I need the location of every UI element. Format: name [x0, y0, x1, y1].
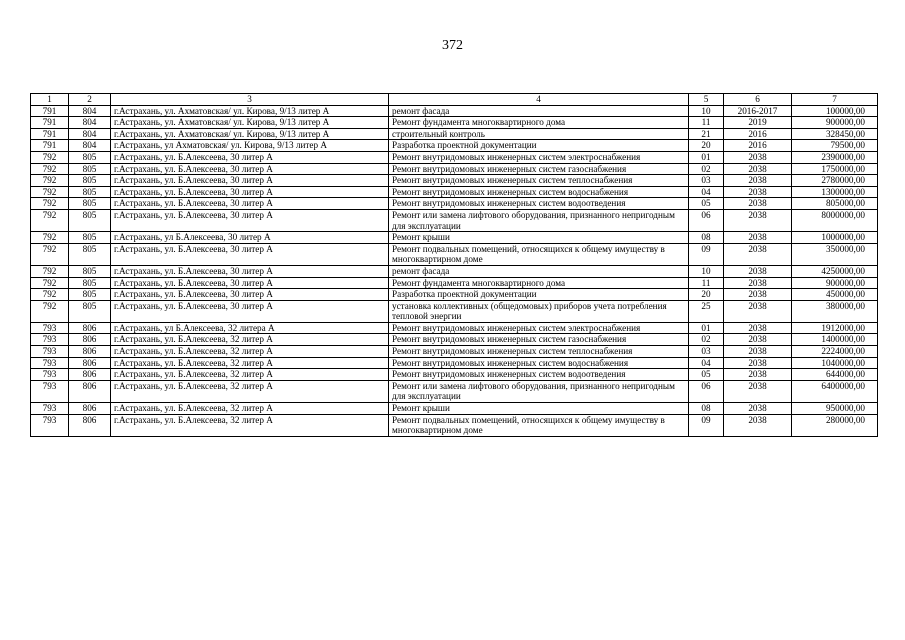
cell-address: г.Астрахань, ул. Б.Алексеева, 30 литер А — [111, 277, 389, 289]
cell-address: г.Астрахань, ул. Ахматовская/ ул. Кирова, 9/13 литер А — [111, 128, 389, 140]
cell-work-type: Ремонт внутридомовых инженерных систем водоотведения — [389, 198, 689, 210]
cell-year: 2038 — [724, 232, 792, 244]
column-header: 1 — [31, 94, 69, 106]
cell-year: 2038 — [724, 414, 792, 436]
cell-house-num: 805 — [69, 300, 111, 322]
cell-region-num: 791 — [31, 117, 69, 129]
cell-house-num: 804 — [69, 140, 111, 152]
table-row — [31, 151, 878, 163]
cell-year: 2038 — [724, 322, 792, 334]
cell-region-num: 793 — [31, 369, 69, 381]
cell-house-num: 805 — [69, 175, 111, 187]
cell-region-num: 792 — [31, 186, 69, 198]
cell-region-num: 793 — [31, 322, 69, 334]
cell-work-code: 10 — [689, 105, 724, 117]
cell-year: 2038 — [724, 380, 792, 402]
cell-address: г.Астрахань, ул Б.Алексеева, 30 литер А — [111, 232, 389, 244]
column-header: 2 — [69, 94, 111, 106]
cell-house-num: 806 — [69, 346, 111, 358]
cell-work-code: 08 — [689, 232, 724, 244]
column-header: 3 — [111, 94, 389, 106]
cell-address: г.Астрахань, ул. Б.Алексеева, 32 литер А — [111, 380, 389, 402]
cell-region-num: 793 — [31, 346, 69, 358]
cell-house-num: 805 — [69, 151, 111, 163]
cell-year: 2038 — [724, 334, 792, 346]
cell-work-type: строительный контроль — [389, 128, 689, 140]
cell-work-type: Ремонт фундамента многоквартирного дома — [389, 117, 689, 129]
cell-region-num: 791 — [31, 140, 69, 152]
cell-work-type: Ремонт внутридомовых инженерных систем электроснабжения — [389, 151, 689, 163]
cell-region-num: 793 — [31, 357, 69, 369]
cell-address: г.Астрахань, ул Б.Алексеева, 32 литера А — [111, 322, 389, 334]
cell-cost: 2390000,00 — [792, 151, 878, 163]
cell-house-num: 805 — [69, 209, 111, 231]
cell-work-type: Ремонт внутридомовых инженерных систем газоснабжения — [389, 163, 689, 175]
cell-cost: 805000,00 — [792, 198, 878, 210]
cell-cost: 900000,00 — [792, 117, 878, 129]
cell-work-code: 01 — [689, 322, 724, 334]
cell-work-type: Ремонт или замена лифтового оборудования, признанного непригодным для эксплуатации — [389, 380, 689, 402]
cell-year: 2038 — [724, 357, 792, 369]
cell-cost: 350000,00 — [792, 243, 878, 265]
cell-work-code: 04 — [689, 186, 724, 198]
cell-cost: 900000,00 — [792, 277, 878, 289]
cell-work-type: ремонт фасада — [389, 105, 689, 117]
cell-house-num: 806 — [69, 380, 111, 402]
cell-region-num: 792 — [31, 265, 69, 277]
table-row — [31, 140, 878, 152]
table-row — [31, 175, 878, 187]
cell-cost: 1400000,00 — [792, 334, 878, 346]
cell-year: 2016-2017 — [724, 105, 792, 117]
cell-house-num: 805 — [69, 243, 111, 265]
cell-work-code: 08 — [689, 403, 724, 415]
page-number: 372 — [442, 38, 463, 53]
cell-region-num: 792 — [31, 209, 69, 231]
cell-work-code: 02 — [689, 334, 724, 346]
table-row — [31, 209, 878, 231]
cell-work-code: 02 — [689, 163, 724, 175]
cell-work-code: 03 — [689, 175, 724, 187]
cell-year: 2038 — [724, 369, 792, 381]
cell-work-type: Ремонт подвальных помещений, относящихся к общему имуществу в многоквартирном доме — [389, 243, 689, 265]
cell-cost: 2224000,00 — [792, 346, 878, 358]
cell-year: 2038 — [724, 346, 792, 358]
table-row — [31, 357, 878, 369]
cell-year: 2038 — [724, 163, 792, 175]
cell-house-num: 804 — [69, 117, 111, 129]
cell-address: г.Астрахань, ул. Б.Алексеева, 30 литер А — [111, 243, 389, 265]
cell-work-code: 20 — [689, 140, 724, 152]
cell-work-type: Ремонт или замена лифтового оборудования, признанного непригодным для эксплуатации — [389, 209, 689, 231]
cell-work-type: Ремонт крыши — [389, 232, 689, 244]
cell-address: г.Астрахань, ул. Ахматовская/ ул. Кирова, 9/13 литер А — [111, 117, 389, 129]
cell-year: 2038 — [724, 151, 792, 163]
column-header: 6 — [724, 94, 792, 106]
cell-work-code: 06 — [689, 209, 724, 231]
cell-work-code: 21 — [689, 128, 724, 140]
cell-work-code: 01 — [689, 151, 724, 163]
repair-schedule-table — [30, 93, 878, 437]
cell-cost: 8000000,00 — [792, 209, 878, 231]
table-row — [31, 300, 878, 322]
cell-cost: 1750000,00 — [792, 163, 878, 175]
table-row — [31, 105, 878, 117]
cell-region-num: 792 — [31, 232, 69, 244]
cell-house-num: 805 — [69, 277, 111, 289]
cell-year: 2038 — [724, 265, 792, 277]
cell-region-num: 793 — [31, 403, 69, 415]
cell-house-num: 805 — [69, 198, 111, 210]
cell-address: г.Астрахань, ул. Б.Алексеева, 32 литер А — [111, 403, 389, 415]
cell-region-num: 792 — [31, 198, 69, 210]
cell-work-type: ремонт фасада — [389, 265, 689, 277]
cell-year: 2038 — [724, 186, 792, 198]
cell-address: г.Астрахань, ул. Б.Алексеева, 32 литер А — [111, 414, 389, 436]
table-row — [31, 346, 878, 358]
table-row — [31, 117, 878, 129]
cell-work-code: 20 — [689, 289, 724, 301]
table-row — [31, 334, 878, 346]
cell-work-type: Ремонт фундамента многоквартирного дома — [389, 277, 689, 289]
cell-work-type: Ремонт внутридомовых инженерных систем водоснабжения — [389, 357, 689, 369]
cell-work-type: Ремонт крыши — [389, 403, 689, 415]
cell-address: г.Астрахань, ул. Б.Алексеева, 32 литер А — [111, 346, 389, 358]
cell-cost: 328450,00 — [792, 128, 878, 140]
table-row — [31, 403, 878, 415]
cell-address: г.Астрахань, ул. Б.Алексеева, 30 литер А — [111, 151, 389, 163]
cell-year: 2038 — [724, 403, 792, 415]
cell-address: г.Астрахань, ул. Б.Алексеева, 30 литер А — [111, 300, 389, 322]
cell-cost: 1040000,00 — [792, 357, 878, 369]
cell-work-type: Ремонт внутридомовых инженерных систем теплоснабжения — [389, 175, 689, 187]
cell-work-code: 11 — [689, 117, 724, 129]
cell-address: г.Астрахань, ул Ахматовская/ ул. Кирова, 9/13 литер А — [111, 140, 389, 152]
cell-address: г.Астрахань, ул. Б.Алексеева, 32 литер А — [111, 334, 389, 346]
table-row — [31, 243, 878, 265]
column-header: 4 — [389, 94, 689, 106]
cell-region-num: 792 — [31, 300, 69, 322]
cell-year: 2038 — [724, 277, 792, 289]
table-row — [31, 128, 878, 140]
cell-work-code: 03 — [689, 346, 724, 358]
cell-work-code: 06 — [689, 380, 724, 402]
cell-region-num: 793 — [31, 414, 69, 436]
cell-cost: 2780000,00 — [792, 175, 878, 187]
table-row — [31, 322, 878, 334]
cell-year: 2038 — [724, 300, 792, 322]
table-row — [31, 198, 878, 210]
cell-region-num: 793 — [31, 334, 69, 346]
cell-cost: 1000000,00 — [792, 232, 878, 244]
cell-house-num: 806 — [69, 334, 111, 346]
cell-house-num: 806 — [69, 357, 111, 369]
cell-address: г.Астрахань, ул. Ахматовская/ ул. Кирова, 9/13 литер А — [111, 105, 389, 117]
column-header: 5 — [689, 94, 724, 106]
column-header: 7 — [792, 94, 878, 106]
table-header-row — [31, 94, 878, 106]
table-row — [31, 380, 878, 402]
cell-year: 2038 — [724, 209, 792, 231]
cell-region-num: 792 — [31, 163, 69, 175]
cell-cost: 450000,00 — [792, 289, 878, 301]
cell-work-type: Ремонт внутридомовых инженерных систем электроснабжения — [389, 322, 689, 334]
cell-work-type: Ремонт внутридомовых инженерных систем теплоснабжения — [389, 346, 689, 358]
cell-house-num: 805 — [69, 163, 111, 175]
cell-region-num: 791 — [31, 105, 69, 117]
cell-year: 2038 — [724, 289, 792, 301]
cell-cost: 280000,00 — [792, 414, 878, 436]
cell-year: 2019 — [724, 117, 792, 129]
cell-cost: 79500,00 — [792, 140, 878, 152]
cell-year: 2016 — [724, 140, 792, 152]
cell-work-code: 05 — [689, 369, 724, 381]
cell-house-num: 804 — [69, 128, 111, 140]
cell-year: 2038 — [724, 175, 792, 187]
table-row — [31, 414, 878, 436]
cell-work-type: Ремонт внутридомовых инженерных систем водоотведения — [389, 369, 689, 381]
table-row — [31, 289, 878, 301]
cell-year: 2038 — [724, 198, 792, 210]
cell-cost: 1300000,00 — [792, 186, 878, 198]
cell-cost: 950000,00 — [792, 403, 878, 415]
cell-address: г.Астрахань, ул. Б.Алексеева, 32 литер А — [111, 357, 389, 369]
cell-address: г.Астрахань, ул. Б.Алексеева, 30 литер А — [111, 163, 389, 175]
cell-address: г.Астрахань, ул. Б.Алексеева, 30 литер А — [111, 265, 389, 277]
cell-work-type: установка коллективных (общедомовых) приборов учета потребления тепловой энергии — [389, 300, 689, 322]
cell-work-type: Разработка проектной документации — [389, 289, 689, 301]
cell-work-code: 09 — [689, 243, 724, 265]
cell-house-num: 806 — [69, 403, 111, 415]
cell-house-num: 804 — [69, 105, 111, 117]
cell-region-num: 792 — [31, 277, 69, 289]
cell-house-num: 806 — [69, 369, 111, 381]
cell-work-code: 10 — [689, 265, 724, 277]
cell-cost: 380000,00 — [792, 300, 878, 322]
cell-house-num: 805 — [69, 186, 111, 198]
cell-work-type: Ремонт подвальных помещений, относящихся к общему имуществу в многоквартирном доме — [389, 414, 689, 436]
cell-address: г.Астрахань, ул. Б.Алексеева, 30 литер А — [111, 175, 389, 187]
cell-cost: 644000,00 — [792, 369, 878, 381]
table-row — [31, 265, 878, 277]
cell-house-num: 806 — [69, 322, 111, 334]
cell-region-num: 792 — [31, 243, 69, 265]
cell-work-type: Ремонт внутридомовых инженерных систем водоснабжения — [389, 186, 689, 198]
cell-region-num: 791 — [31, 128, 69, 140]
cell-cost: 100000,00 — [792, 105, 878, 117]
table-row — [31, 277, 878, 289]
cell-house-num: 806 — [69, 414, 111, 436]
cell-address: г.Астрахань, ул. Б.Алексеева, 30 литер А — [111, 186, 389, 198]
cell-year: 2038 — [724, 243, 792, 265]
cell-year: 2016 — [724, 128, 792, 140]
table-row — [31, 369, 878, 381]
cell-region-num: 792 — [31, 151, 69, 163]
cell-address: г.Астрахань, ул. Б.Алексеева, 30 литер А — [111, 198, 389, 210]
table-row — [31, 186, 878, 198]
cell-cost: 4250000,00 — [792, 265, 878, 277]
cell-house-num: 805 — [69, 265, 111, 277]
cell-work-code: 05 — [689, 198, 724, 210]
cell-work-type: Ремонт внутридомовых инженерных систем газоснабжения — [389, 334, 689, 346]
cell-region-num: 792 — [31, 175, 69, 187]
cell-cost: 1912000,00 — [792, 322, 878, 334]
cell-address: г.Астрахань, ул. Б.Алексеева, 30 литер А — [111, 289, 389, 301]
cell-work-type: Разработка проектной документации — [389, 140, 689, 152]
cell-work-code: 04 — [689, 357, 724, 369]
cell-house-num: 805 — [69, 289, 111, 301]
cell-region-num: 792 — [31, 289, 69, 301]
table-row — [31, 232, 878, 244]
cell-address: г.Астрахань, ул. Б.Алексеева, 32 литер А — [111, 369, 389, 381]
cell-work-code: 25 — [689, 300, 724, 322]
cell-cost: 6400000,00 — [792, 380, 878, 402]
cell-house-num: 805 — [69, 232, 111, 244]
table-row — [31, 163, 878, 175]
cell-work-code: 11 — [689, 277, 724, 289]
cell-work-code: 09 — [689, 414, 724, 436]
cell-region-num: 793 — [31, 380, 69, 402]
cell-address: г.Астрахань, ул. Б.Алексеева, 30 литер А — [111, 209, 389, 231]
